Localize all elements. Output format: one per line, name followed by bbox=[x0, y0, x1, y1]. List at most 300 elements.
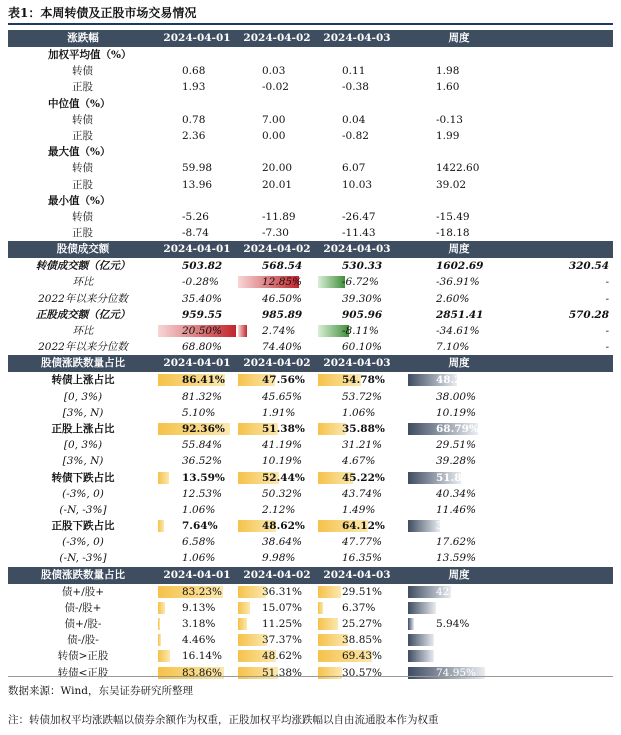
cell-value: 17.62% bbox=[436, 536, 477, 549]
cell-value: 31.21% bbox=[342, 439, 383, 452]
table-cell bbox=[238, 648, 316, 664]
row-label: [0, 3%) bbox=[63, 439, 103, 452]
cell-value bbox=[238, 98, 262, 110]
cell-value: 42.25% bbox=[436, 585, 477, 598]
row-label: 涨跌幅 bbox=[67, 32, 99, 44]
table-cell bbox=[513, 502, 613, 518]
cell-value: -8.11% bbox=[342, 325, 379, 337]
table-cell bbox=[238, 112, 316, 128]
cell-value: 2024-04-01 bbox=[163, 357, 231, 370]
table-header-row bbox=[8, 355, 613, 372]
cell-value: 25.27% bbox=[342, 618, 383, 630]
table-cell bbox=[408, 193, 510, 209]
table-cell bbox=[513, 274, 613, 290]
table-row bbox=[8, 421, 613, 437]
cell-value: -18.18 bbox=[436, 227, 470, 240]
cell-value bbox=[238, 195, 262, 207]
cell-value: 36.31% bbox=[262, 585, 303, 598]
row-label: [3%, N) bbox=[62, 406, 104, 419]
table-cell bbox=[318, 323, 396, 339]
table-row bbox=[8, 291, 613, 307]
table-cell bbox=[318, 177, 396, 193]
table-cell bbox=[513, 486, 613, 502]
table-cell bbox=[513, 437, 613, 453]
table-cell bbox=[158, 648, 236, 664]
table-cell bbox=[513, 291, 613, 307]
table-cell bbox=[238, 421, 316, 437]
cell-value: 1.93 bbox=[182, 81, 206, 94]
column-header bbox=[408, 567, 510, 584]
cell-value: 5.10% bbox=[182, 406, 216, 419]
cell-value: 81.32% bbox=[182, 390, 223, 403]
cell-value: 周度 bbox=[448, 32, 470, 44]
cell-value: 69.43% bbox=[342, 650, 383, 663]
cell-value bbox=[238, 146, 262, 158]
cell-value: 2.12% bbox=[262, 503, 296, 516]
cell-value: 503.82 bbox=[182, 260, 223, 273]
cell-value bbox=[318, 146, 342, 158]
table-cell bbox=[158, 372, 236, 388]
cell-value: -26.47 bbox=[342, 210, 376, 223]
cell-value: 周度 bbox=[448, 568, 470, 581]
cell-value: -6.72% bbox=[342, 276, 379, 289]
cell-value: -15.49 bbox=[436, 210, 470, 223]
table-cell bbox=[408, 63, 510, 79]
cell-value bbox=[158, 98, 182, 110]
table-cell bbox=[318, 616, 396, 632]
table-cell bbox=[158, 274, 236, 290]
table-cell bbox=[513, 372, 613, 388]
table-cell bbox=[408, 648, 510, 664]
row-label: 转债<正股 bbox=[57, 666, 109, 679]
cell-value: 1.99 bbox=[436, 129, 460, 142]
cell-value: 68.79% bbox=[436, 422, 479, 435]
table-cell bbox=[158, 47, 236, 63]
table-cell bbox=[158, 405, 236, 421]
table-row bbox=[8, 648, 613, 664]
table-cell bbox=[238, 79, 316, 95]
cell-value: 48.20% bbox=[436, 374, 479, 387]
table-cell bbox=[318, 534, 396, 550]
table-cell bbox=[408, 274, 510, 290]
cell-value: 2024-04-02 bbox=[243, 243, 311, 256]
cell-value: 2024-04-03 bbox=[323, 568, 391, 581]
row-label: 债-/股+ bbox=[64, 601, 102, 614]
row-label: 转债 bbox=[72, 162, 93, 175]
table-cell bbox=[238, 323, 316, 339]
cell-value: -11.43 bbox=[342, 227, 376, 240]
column-header bbox=[513, 241, 613, 258]
row-label: 股债涨跌数量占比 bbox=[41, 568, 125, 581]
table-cell bbox=[408, 258, 510, 274]
cell-value: 905.96 bbox=[342, 308, 383, 321]
table-cell bbox=[238, 291, 316, 307]
cell-value bbox=[408, 195, 436, 207]
cell-value bbox=[408, 146, 436, 158]
table-cell bbox=[238, 160, 316, 176]
cell-value: 26.54% bbox=[436, 601, 477, 614]
table-cell bbox=[238, 63, 316, 79]
table-row bbox=[8, 274, 613, 290]
table-cell bbox=[318, 307, 396, 323]
table-cell bbox=[513, 225, 613, 241]
table-cell bbox=[408, 128, 510, 144]
table-cell bbox=[318, 518, 396, 534]
cell-value: 1.06% bbox=[182, 503, 216, 516]
cell-value: 9.98% bbox=[262, 552, 296, 565]
table-row bbox=[8, 63, 613, 79]
cell-value: 11.46% bbox=[436, 503, 477, 516]
table-cell bbox=[238, 518, 316, 534]
table-cell bbox=[238, 453, 316, 469]
table-cell bbox=[318, 648, 396, 664]
cell-value: 0.68 bbox=[182, 65, 206, 78]
table-cell bbox=[158, 470, 236, 486]
row-label: 正股成交额（亿元） bbox=[35, 308, 131, 321]
cell-value: 7.10% bbox=[436, 341, 470, 354]
cell-value: 10.19% bbox=[436, 406, 477, 419]
row-label: 股债成交额 bbox=[56, 243, 110, 256]
cell-value bbox=[408, 49, 436, 61]
cell-value: 29.51% bbox=[436, 439, 477, 452]
cell-value: 2.74% bbox=[262, 325, 296, 337]
cell-value: - bbox=[605, 276, 609, 289]
cell-value: 10.19% bbox=[262, 455, 303, 468]
footnote: 注：转债加权平均涨跌幅以债券余额作为权重，正股加权平均涨跌幅以自由流通股本作为权重 bbox=[8, 714, 439, 726]
table-cell bbox=[513, 63, 613, 79]
row-label: 债+/股- bbox=[64, 618, 102, 630]
table-cell bbox=[238, 258, 316, 274]
column-header bbox=[408, 241, 510, 258]
cell-value: 48.62% bbox=[262, 520, 305, 533]
table-cell bbox=[408, 470, 510, 486]
cell-value: 51.80% bbox=[436, 471, 479, 484]
cell-value: -5.26 bbox=[182, 210, 209, 223]
cell-value: 0.78 bbox=[182, 113, 206, 126]
table-cell bbox=[318, 47, 396, 63]
cell-value: 2024-04-01 bbox=[163, 243, 231, 256]
cell-value bbox=[318, 195, 342, 207]
row-label: 2022年以来分位数 bbox=[38, 292, 128, 305]
table-cell bbox=[318, 274, 396, 290]
table-cell bbox=[408, 112, 510, 128]
table-cell bbox=[158, 193, 236, 209]
table-cell bbox=[408, 437, 510, 453]
cell-value: 74.95% bbox=[436, 666, 477, 679]
cell-value: 1.06% bbox=[182, 552, 216, 565]
table-cell bbox=[158, 389, 236, 405]
cell-value: 周度 bbox=[448, 243, 470, 256]
cell-value bbox=[318, 98, 342, 110]
table-row bbox=[8, 453, 613, 469]
cell-value: 2024-04-03 bbox=[323, 243, 391, 256]
cell-value: 4.67% bbox=[342, 455, 376, 468]
cell-value: 51.38% bbox=[262, 666, 303, 679]
row-label: 加权平均值（%） bbox=[48, 49, 132, 61]
table-cell bbox=[318, 160, 396, 176]
table-cell bbox=[513, 339, 613, 355]
column-header bbox=[408, 355, 510, 372]
table-cell bbox=[513, 550, 613, 566]
table-cell bbox=[238, 177, 316, 193]
cell-value: 2851.41 bbox=[436, 308, 484, 321]
table-cell bbox=[238, 389, 316, 405]
row-label: 转债>正股 bbox=[57, 650, 109, 663]
cell-value: -0.38 bbox=[342, 81, 369, 94]
table-cell bbox=[158, 96, 236, 112]
cell-value: 30.57% bbox=[342, 666, 383, 679]
cell-value: 13.59% bbox=[182, 471, 225, 484]
table-cell bbox=[158, 144, 236, 160]
cell-value: 1422.60 bbox=[436, 162, 480, 175]
table-cell bbox=[408, 96, 510, 112]
table-cell bbox=[238, 550, 316, 566]
cell-value: 12.85% bbox=[262, 276, 303, 289]
table-cell bbox=[408, 160, 510, 176]
table-cell bbox=[158, 421, 236, 437]
table-cell bbox=[238, 372, 316, 388]
table-cell bbox=[318, 470, 396, 486]
table-cell bbox=[318, 389, 396, 405]
table-cell bbox=[408, 389, 510, 405]
table-cell bbox=[408, 421, 510, 437]
table-row bbox=[8, 160, 613, 176]
cell-value: 13.96 bbox=[182, 178, 213, 191]
table-cell bbox=[238, 193, 316, 209]
table-cell bbox=[238, 47, 316, 63]
table-cell bbox=[408, 550, 510, 566]
table-cell bbox=[238, 534, 316, 550]
table-cell bbox=[158, 209, 236, 225]
table-cell bbox=[238, 502, 316, 518]
row-label: 转债 bbox=[72, 113, 93, 126]
cell-value: 13.59% bbox=[436, 552, 477, 565]
cell-value: 47.56% bbox=[262, 374, 305, 387]
column-header bbox=[513, 355, 613, 372]
cell-value: 20.00 bbox=[262, 162, 293, 175]
table-cell bbox=[318, 144, 396, 160]
table-cell bbox=[408, 632, 510, 648]
table-cell bbox=[408, 372, 510, 388]
table-row bbox=[8, 79, 613, 95]
table-cell bbox=[238, 339, 316, 355]
cell-value: 60.10% bbox=[342, 341, 383, 354]
table-cell bbox=[408, 486, 510, 502]
table-row bbox=[8, 47, 613, 63]
cell-value: 86.41% bbox=[182, 374, 225, 387]
cell-value: -7.30 bbox=[262, 227, 289, 240]
column-header bbox=[318, 30, 396, 47]
table-cell bbox=[408, 453, 510, 469]
cell-value: 2024-04-02 bbox=[243, 357, 311, 370]
table-row bbox=[8, 405, 613, 421]
table-row bbox=[8, 616, 613, 632]
table-cell bbox=[408, 144, 510, 160]
table-cell bbox=[158, 502, 236, 518]
table-cell bbox=[513, 193, 613, 209]
table-cell bbox=[513, 209, 613, 225]
row-label: 正股上涨占比 bbox=[51, 422, 115, 435]
table-cell bbox=[318, 291, 396, 307]
table-cell bbox=[158, 79, 236, 95]
cell-value: 46.50% bbox=[262, 292, 303, 305]
cell-value: 83.23% bbox=[182, 585, 223, 598]
table-title: 表1：本周转债及正股市场交易情况 bbox=[8, 3, 613, 25]
column-header bbox=[318, 241, 396, 258]
table-cell bbox=[513, 453, 613, 469]
cell-value: 53.72% bbox=[342, 390, 383, 403]
table-cell bbox=[238, 470, 316, 486]
table-cell bbox=[158, 339, 236, 355]
column-header bbox=[318, 567, 396, 584]
table-cell bbox=[238, 307, 316, 323]
table-cell bbox=[513, 648, 613, 664]
table-cell bbox=[318, 112, 396, 128]
cell-value: 35.40% bbox=[182, 292, 223, 305]
table-row bbox=[8, 389, 613, 405]
cell-value: 68.80% bbox=[182, 341, 223, 354]
cell-value: 530.33 bbox=[342, 260, 383, 273]
row-label: 正股 bbox=[72, 178, 93, 191]
cell-value: 6.58% bbox=[182, 536, 216, 549]
table-cell bbox=[318, 193, 396, 209]
cell-value: 16.14% bbox=[182, 650, 223, 663]
cell-value: - bbox=[605, 292, 609, 305]
table-cell bbox=[318, 79, 396, 95]
cell-value: 43.74% bbox=[342, 487, 383, 500]
cell-value: 320.54 bbox=[568, 260, 609, 273]
table-row bbox=[8, 534, 613, 550]
cell-value: 2.36 bbox=[182, 129, 206, 142]
column-header bbox=[238, 355, 316, 372]
cell-value: 0.04 bbox=[342, 113, 366, 126]
cell-value: -36.91% bbox=[436, 276, 480, 289]
cell-value: 51.38% bbox=[262, 422, 305, 435]
table-cell bbox=[158, 177, 236, 193]
table-cell bbox=[158, 307, 236, 323]
row-label: 转债下跌占比 bbox=[51, 471, 115, 484]
table-cell bbox=[318, 339, 396, 355]
table-cell bbox=[513, 128, 613, 144]
table-cell bbox=[238, 144, 316, 160]
cell-value: 5.94% bbox=[436, 618, 470, 630]
table-cell bbox=[318, 128, 396, 144]
table-cell bbox=[158, 600, 236, 616]
table-row bbox=[8, 632, 613, 648]
table-cell bbox=[408, 79, 510, 95]
table-cell bbox=[408, 518, 510, 534]
table-cell bbox=[513, 518, 613, 534]
table-cell bbox=[318, 584, 396, 600]
table-row bbox=[8, 193, 613, 209]
row-label: 转债成交额（亿元） bbox=[35, 260, 131, 273]
cell-value: -0.13 bbox=[436, 113, 463, 126]
row-label: (-3%, 0) bbox=[62, 536, 104, 549]
cell-value: 11.25% bbox=[262, 618, 303, 630]
table-cell bbox=[318, 437, 396, 453]
column-header bbox=[158, 241, 236, 258]
cell-value: 9.13% bbox=[182, 601, 216, 614]
table-cell bbox=[408, 339, 510, 355]
cell-value: 2.60% bbox=[436, 292, 470, 305]
cell-value: 4.46% bbox=[182, 634, 216, 647]
table-cell bbox=[318, 550, 396, 566]
cell-value bbox=[158, 146, 182, 158]
table-row bbox=[8, 502, 613, 518]
table-cell bbox=[408, 291, 510, 307]
table-cell bbox=[158, 160, 236, 176]
column-header bbox=[238, 30, 316, 47]
table-row bbox=[8, 584, 613, 600]
cell-value: 39.30% bbox=[342, 292, 383, 305]
cell-value: 38.00% bbox=[436, 390, 477, 403]
table-cell bbox=[238, 616, 316, 632]
cell-value: 0.11 bbox=[342, 65, 366, 78]
row-label: [3%, N) bbox=[62, 455, 104, 468]
cell-value: -0.28% bbox=[182, 276, 219, 289]
table-cell bbox=[318, 486, 396, 502]
cell-value: -34.61% bbox=[436, 325, 480, 337]
row-label: 转债 bbox=[72, 65, 93, 78]
cell-value: 1.91% bbox=[262, 406, 296, 419]
table-cell bbox=[318, 632, 396, 648]
table-cell bbox=[408, 584, 510, 600]
table-header-row bbox=[8, 241, 613, 258]
cell-value: 92.36% bbox=[182, 422, 225, 435]
table-cell bbox=[238, 225, 316, 241]
cell-value: 2024-04-02 bbox=[243, 568, 311, 581]
cell-value: 1.60 bbox=[436, 81, 460, 94]
cell-value: 54.78% bbox=[342, 374, 385, 387]
table-cell bbox=[238, 665, 316, 681]
cell-value: 52.44% bbox=[262, 471, 305, 484]
cell-value: 35.88% bbox=[342, 422, 385, 435]
cell-value: 74.40% bbox=[262, 341, 303, 354]
table-cell bbox=[158, 518, 236, 534]
cell-value: 29.51% bbox=[342, 585, 383, 598]
table-row bbox=[8, 144, 613, 160]
table-row bbox=[8, 307, 613, 323]
table-row bbox=[8, 665, 613, 681]
cell-value: 1602.69 bbox=[436, 260, 484, 273]
row-label: 中位值（%） bbox=[48, 97, 111, 110]
table-cell bbox=[513, 112, 613, 128]
cell-value: 39.28% bbox=[436, 455, 477, 468]
table-cell bbox=[158, 291, 236, 307]
cell-value: 38.85% bbox=[342, 634, 383, 647]
table-row bbox=[8, 437, 613, 453]
table-row bbox=[8, 258, 613, 274]
cell-value: 10.03 bbox=[342, 178, 373, 191]
table-cell bbox=[158, 665, 236, 681]
table-cell bbox=[158, 225, 236, 241]
cell-value: -0.02 bbox=[262, 81, 289, 94]
table-cell bbox=[513, 307, 613, 323]
table-row bbox=[8, 339, 613, 355]
table-row bbox=[8, 550, 613, 566]
cell-value: 50.32% bbox=[262, 487, 303, 500]
table-cell bbox=[318, 209, 396, 225]
table-cell bbox=[238, 209, 316, 225]
row-label: 正股 bbox=[72, 81, 93, 94]
table-cell bbox=[408, 323, 510, 339]
cell-value: 2024-04-03 bbox=[323, 32, 391, 44]
cell-value: 985.89 bbox=[262, 308, 303, 321]
row-label: 股债涨跌数量占比 bbox=[41, 357, 125, 370]
table-cell bbox=[158, 453, 236, 469]
cell-value: 38.64% bbox=[262, 536, 303, 549]
cell-value: 41.19% bbox=[262, 439, 303, 452]
